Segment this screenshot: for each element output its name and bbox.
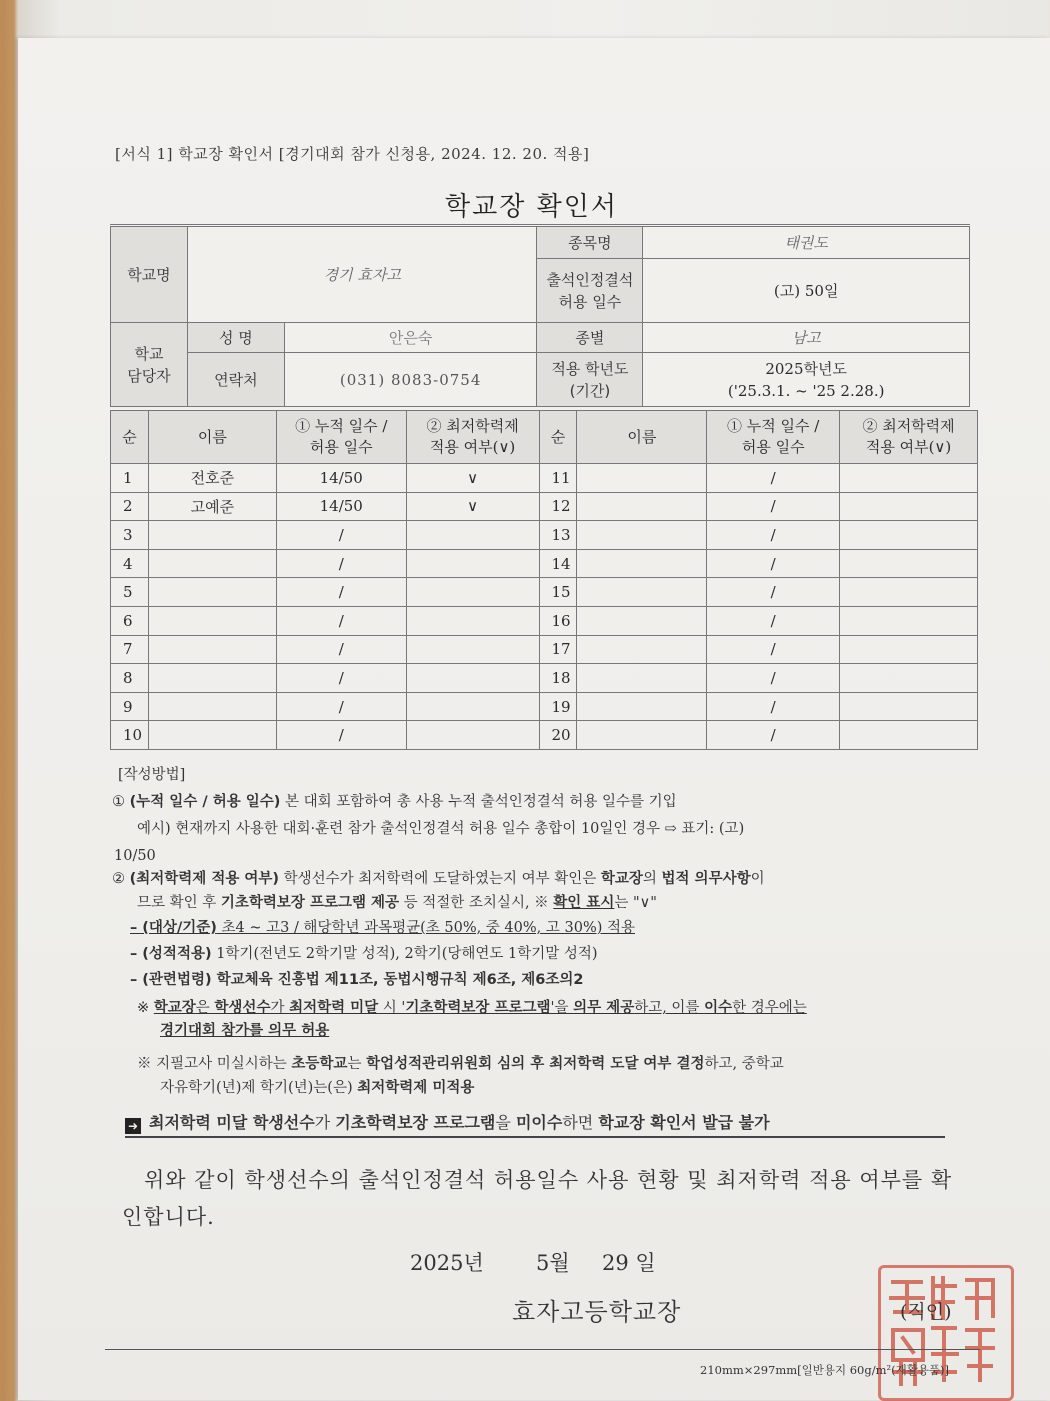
row-days: / (276, 664, 406, 693)
row-no: 11 (539, 464, 577, 493)
header-days-left: ① 누적 일수 / 허용 일수 (276, 411, 406, 464)
row-check (840, 549, 978, 578)
year-value: 2025학년도 ('25.3.1. ~ '25 2.28.) (643, 353, 970, 407)
table-row (111, 492, 978, 521)
row-no: 18 (539, 664, 577, 693)
row-name (577, 606, 707, 635)
method-note-2-cont: 자유학기(년)제 학기(년)는(은) 최저학력제 미적용 (160, 1080, 475, 1096)
method-example: 예시) 현재까지 사용한 대회·훈련 참가 출석인정결석 허용 일수 총합이 10일인 경우 ⇨ 표기: (고) (137, 821, 745, 837)
sport-value: 태권도 (643, 227, 970, 259)
row-check (406, 578, 539, 607)
row-name (148, 692, 276, 721)
table-row (111, 578, 978, 607)
row-days: / (707, 549, 840, 578)
principal-name: 효자고등학교장 (512, 1298, 682, 1326)
gender-label: 종별 (537, 323, 643, 353)
row-days: / (707, 578, 840, 607)
row-check (840, 492, 978, 521)
gender-value: 남고 (643, 323, 970, 353)
table-row (111, 635, 978, 664)
row-no: 19 (539, 692, 577, 721)
closing-statement: 위와 같이 학생선수의 출석인정결석 허용일수 사용 현황 및 최저학력 적용 여부를 확인합니다. (122, 1168, 953, 1229)
header-min-left: ② 최저학력제 적용 여부(∨) (406, 411, 539, 464)
method-bullet-target: – (대상/기준) 초4 ~ 고3 / 해당학년 과목평균(초 50%, 중 40%, 고 30%) 적용 (130, 920, 636, 936)
method-example-value: 10/50 (114, 848, 156, 864)
method-bullet-grades: – (성적적용) 1학기(전년도 2학기말 성적), 2학기(당해연도 1학기말 성적) (130, 946, 598, 962)
table-row (111, 464, 978, 493)
table-row (111, 521, 978, 550)
row-no: 3 (111, 521, 149, 550)
row-days: / (707, 721, 840, 750)
row-no: 12 (539, 492, 577, 521)
row-no: 4 (111, 549, 149, 578)
row-days: / (707, 606, 840, 635)
date-month: 5월 (536, 1251, 570, 1275)
roster-table (110, 410, 978, 750)
header-days-right: ① 누적 일수 / 허용 일수 (707, 411, 840, 464)
days-value: (고) 50일 (643, 259, 970, 323)
row-no: 6 (111, 606, 149, 635)
row-check (406, 606, 539, 635)
table-row (111, 721, 978, 750)
row-days: / (707, 664, 840, 693)
method-item-1: ① (누적 일수 / 허용 일수) 본 대회 포함하여 총 사용 누적 출석인정결석 허용 일수를 기입 (112, 794, 677, 810)
contact-value: (031) 8083-0754 (284, 353, 537, 407)
row-check (406, 692, 539, 721)
row-name (148, 549, 276, 578)
days-label: 출석인정결석 허용 일수 (537, 259, 643, 323)
row-no: 10 (111, 721, 149, 750)
row-check (840, 664, 978, 693)
date-year: 2025년 (410, 1251, 484, 1275)
row-no: 17 (539, 635, 577, 664)
row-no: 16 (539, 606, 577, 635)
row-name (148, 664, 276, 693)
row-no: 9 (111, 692, 149, 721)
row-no: 5 (111, 578, 149, 607)
row-check (406, 521, 539, 550)
row-check: ∨ (406, 464, 539, 493)
row-no: 2 (111, 492, 149, 521)
paper-spec: 210mm×297mm[일반용지 60g/m²(재활용품)] (700, 1363, 950, 1377)
method-note-1-cont: 경기대회 참가를 의무 허용 (160, 1023, 330, 1039)
footer-rule (105, 1349, 980, 1350)
staff-label: 학교 담당자 (111, 323, 188, 407)
name-label: 성 명 (187, 323, 284, 353)
row-days: / (707, 492, 840, 521)
title-rule (110, 224, 970, 225)
arrow-box-icon: ➜ (125, 1118, 141, 1134)
method-note-2: ※ 지필고사 미실시하는 초등학교는 학업성적관리위원회 심의 후 최저학력 도달 여부 결정하고, 중학교 (137, 1056, 784, 1072)
row-name (577, 464, 707, 493)
name-value: 안은숙 (284, 323, 537, 353)
row-no: 14 (539, 549, 577, 578)
table-row (111, 606, 978, 635)
row-days: 14/50 (276, 464, 406, 493)
method-bullet-law: – (관련법령) 학교체육 진흥법 제11조, 동법시행규칙 제6조, 제6조의2 (130, 972, 584, 988)
row-name (148, 635, 276, 664)
table-row (111, 664, 978, 693)
row-check (840, 521, 978, 550)
row-days: / (276, 606, 406, 635)
row-name (577, 492, 707, 521)
row-days: / (707, 464, 840, 493)
row-name (577, 578, 707, 607)
row-name (577, 521, 707, 550)
row-name (148, 721, 276, 750)
official-seal-image (878, 1265, 1014, 1401)
row-check (406, 635, 539, 664)
row-days: / (707, 635, 840, 664)
row-check (406, 664, 539, 693)
method-item-2: ② (최저학력제 적용 여부) 학생선수가 최저학력에 도달하였는지 여부 확인은 학교장의 법적 의무사항이 (112, 871, 765, 887)
row-name (577, 549, 707, 578)
row-check (840, 606, 978, 635)
school-value: 경기 효자고 (187, 227, 537, 323)
row-name (577, 692, 707, 721)
row-check: ∨ (406, 492, 539, 521)
row-no: 8 (111, 664, 149, 693)
header-no-left: 순 (111, 411, 149, 464)
row-name (577, 721, 707, 750)
row-no: 20 (539, 721, 577, 750)
table-row (111, 692, 978, 721)
form-header: [서식 1] 학교장 확인서 [경기대회 참가 신청용, 2024. 12. 20. 적용] (115, 145, 590, 163)
row-name (148, 578, 276, 607)
row-days: / (276, 521, 406, 550)
date-day: 29 일 (602, 1251, 656, 1275)
warning-line: ➜ 최저학력 미달 학생선수가 기초학력보장 프로그램을 미이수하면 학교장 확인서 발급 불가 (125, 1112, 945, 1138)
row-days: / (276, 692, 406, 721)
seal-label: (직인) (900, 1301, 952, 1323)
row-days: / (276, 635, 406, 664)
row-days: / (276, 578, 406, 607)
sport-label: 종목명 (537, 227, 643, 259)
row-no: 15 (539, 578, 577, 607)
row-check (840, 578, 978, 607)
row-check (840, 635, 978, 664)
contact-label: 연락처 (187, 353, 284, 407)
row-check (840, 692, 978, 721)
method-item-2-cont: 므로 확인 후 기초학력보장 프로그램 제공 등 적절한 조치실시, ※ 확인 표시는 "∨" (137, 895, 657, 911)
row-no: 1 (111, 464, 149, 493)
row-days: / (276, 721, 406, 750)
method-title: [작성방법] (118, 767, 186, 783)
info-table (110, 226, 970, 407)
row-check (840, 464, 978, 493)
row-no: 7 (111, 635, 149, 664)
header-min-right: ② 최저학력제 적용 여부(∨) (840, 411, 978, 464)
row-name (577, 664, 707, 693)
row-name (148, 521, 276, 550)
row-check (840, 721, 978, 750)
document-title: 학교장 확인서 (445, 192, 618, 222)
row-name (148, 606, 276, 635)
year-label: 적용 학년도 (기간) (537, 353, 643, 407)
row-name: 전호준 (148, 464, 276, 493)
table-row (111, 549, 978, 578)
row-name (577, 635, 707, 664)
row-no: 13 (539, 521, 577, 550)
row-days: 14/50 (276, 492, 406, 521)
header-name-left: 이름 (148, 411, 276, 464)
school-label: 학교명 (111, 227, 188, 323)
header-name-right: 이름 (577, 411, 707, 464)
row-days: / (707, 692, 840, 721)
row-check (406, 721, 539, 750)
method-note-1: ※ 학교장은 학생선수가 최저학력 미달 시 '기초학력보장 프로그램'을 의무 제공하고, 이를 이수한 경우에는 (137, 1000, 807, 1016)
row-days: / (707, 521, 840, 550)
header-no-right: 순 (539, 411, 577, 464)
row-days: / (276, 549, 406, 578)
row-check (406, 549, 539, 578)
row-name: 고예준 (148, 492, 276, 521)
